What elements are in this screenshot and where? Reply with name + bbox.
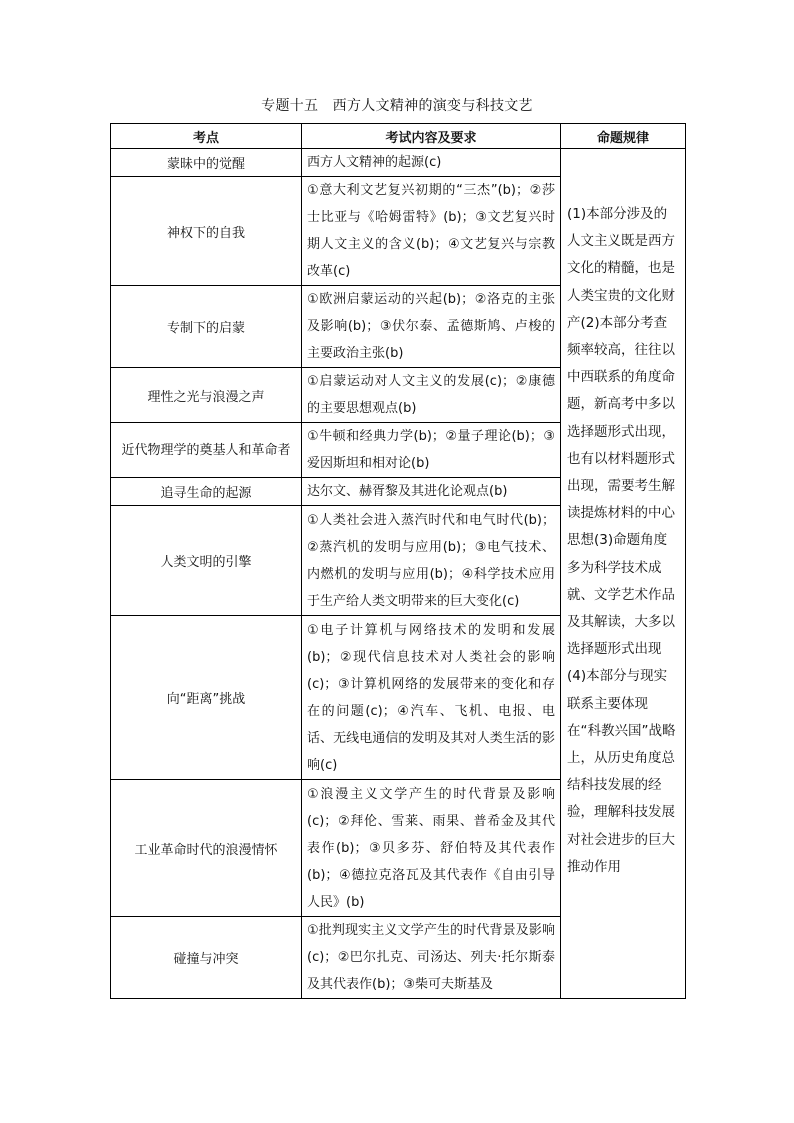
topic-cell: 神权下的自我	[111, 177, 302, 286]
topic-cell: 追寻生命的起源	[111, 478, 302, 506]
topic-cell: 近代物理学的奠基人和革命者	[111, 423, 302, 478]
content-cell: ①启蒙运动对人文主义的发展(c)；②康德的主要思想观点(b)	[302, 368, 561, 423]
content-cell: ①批判现实主义文学产生的时代背景及影响(c)；②巴尔扎克、司汤达、列夫·托尔斯泰及其代表作(b)；③柴可夫斯基及	[302, 917, 561, 999]
content-cell: ①牛顿和经典力学(b)；②量子理论(b)；③爱因斯坦和相对论(b)	[302, 423, 561, 478]
content-cell: ①电子计算机与网络技术的发明和发展(b)；②现代信息技术对人类社会的影响(c)；③计算机网络的发展带来的变化和存在的问题(c)；④汽车、飞机、电报、电话、无线电通信的发明及其对人类生活的影响(c)	[302, 616, 561, 780]
topic-cell: 专制下的启蒙	[111, 286, 302, 368]
topic-cell: 碰撞与冲突	[111, 917, 302, 999]
content-cell: ①人类社会进入蒸汽时代和电气时代(b)；②蒸汽机的发明与应用(b)；③电气技术、内燃机的发明与应用(b)；④科学技术应用于生产给人类文明带来的巨大变化(c)	[302, 506, 561, 616]
header-topic: 考点	[111, 124, 302, 149]
content-cell: ①浪漫主义文学产生的时代背景及影响(c)；②拜伦、雪莱、雨果、普希金及其代表作(b)；③贝多芬、舒伯特及其代表作(b)；④德拉克洛瓦及其代表作《自由引导人民》(b)	[302, 780, 561, 917]
topic-cell: 工业革命时代的浪漫情怀	[111, 780, 302, 917]
table-header-row	[111, 124, 686, 149]
topic-cell: 向“距离”挑战	[111, 616, 302, 780]
content-cell: 达尔文、赫胥黎及其进化论观点(b)	[302, 478, 561, 506]
exam-table	[110, 123, 686, 999]
topic-cell: 人类文明的引擎	[111, 506, 302, 616]
header-content: 考试内容及要求	[302, 124, 561, 149]
topic-cell: 理性之光与浪漫之声	[111, 368, 302, 423]
rule-cell: (1)本部分涉及的人文主义既是西方文化的精髓，也是人类宝贵的文化财产(2)本部分考查频率较高，往往以中西联系的角度命题，新高考中多以选择题形式出现，也有以材料题形式出现，需要考生解读提炼材料的中心思想(3)命题角度多为科学技术成就、文学艺术作品及其解读，大多以选择题形式出现(4)本部分与现实联系主要体现在“科教兴国”战略上，从历史角度总结科技发展的经验，理解科技发展对社会进步的巨大推动作用	[561, 149, 686, 999]
page-title: 专题十五 西方人文精神的演变与科技文艺	[261, 98, 533, 114]
table-row	[111, 149, 686, 177]
content-cell: ①欧洲启蒙运动的兴起(b)；②洛克的主张及影响(b)；③伏尔泰、孟德斯鸠、卢梭的主要政治主张(b)	[302, 286, 561, 368]
content-cell: ①意大利文艺复兴初期的“三杰”(b)；②莎士比亚与《哈姆雷特》(b)；③文艺复兴时期人文主义的含义(b)；④文艺复兴与宗教改革(c)	[302, 177, 561, 286]
topic-cell: 蒙昧中的觉醒	[111, 149, 302, 177]
content-cell: 西方人文精神的起源(c)	[302, 149, 561, 177]
header-rule: 命题规律	[561, 124, 686, 149]
